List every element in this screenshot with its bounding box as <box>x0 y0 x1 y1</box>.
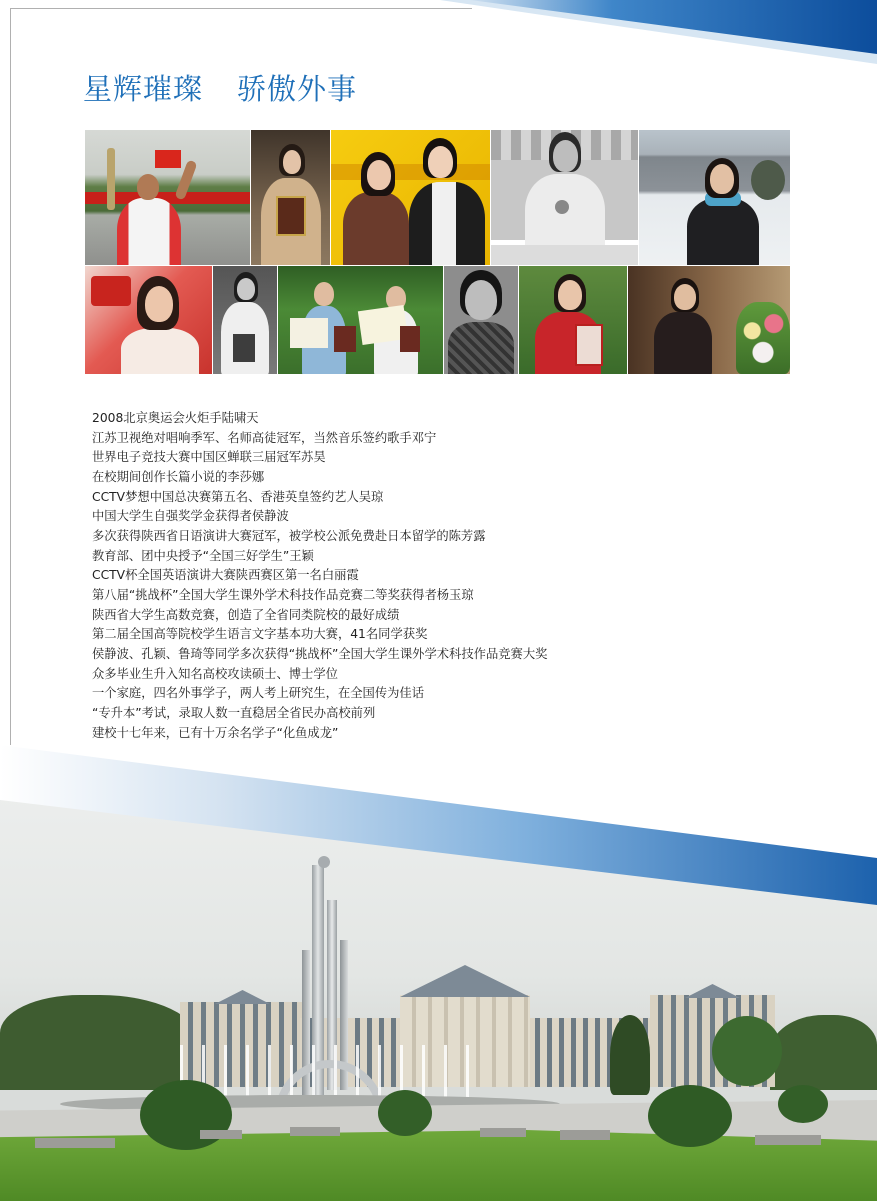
photo-snowy-campus <box>639 130 790 265</box>
trees-right <box>770 1015 877 1090</box>
tree <box>751 160 785 200</box>
trees-left <box>0 995 200 1090</box>
person-body <box>654 312 712 374</box>
photo-actress <box>85 266 212 374</box>
photo-girl-with-plaque <box>251 130 330 265</box>
achievement-item: 多次获得陕西省日语演讲大赛冠军，被学校公派免费赴日本留学的陈芳露 <box>92 528 486 543</box>
photo-portrait-man <box>444 266 518 374</box>
red-flag <box>155 150 181 168</box>
page-title <box>83 71 357 107</box>
achievement-item: 中国大学生自强奖学金获得者侯静波 <box>92 509 289 524</box>
achievement-item: CCTV梦想中国总决赛第五名、香港英皇签约艺人吴琼 <box>92 489 384 504</box>
flower-bouquet <box>736 302 790 374</box>
person-head <box>145 286 173 322</box>
person-left-head <box>314 282 334 306</box>
bench <box>290 1127 340 1136</box>
bush <box>378 1090 432 1136</box>
certificate <box>575 324 603 366</box>
person-head <box>553 140 578 172</box>
person-left-head <box>367 160 391 190</box>
achievement-item: 众多毕业生升入知名高校攻读硕士、博士学位 <box>92 666 338 681</box>
plaque-left <box>334 326 356 352</box>
medal <box>555 200 569 214</box>
achievement-item: 江苏卫视绝对唱响季军、名师高徒冠军，当然音乐签约歌手邓宁 <box>92 430 437 445</box>
person-head <box>465 280 497 320</box>
person-head <box>137 174 159 200</box>
decoration <box>91 276 131 306</box>
bush <box>648 1085 732 1147</box>
photo-torchbearer <box>85 130 250 265</box>
achievement-item: 一个家庭，四名外事学子，两人考上研究生，在全国传为佳话 <box>92 686 425 701</box>
achievement-item: 建校十七年来，已有十万余名学子“化鱼成龙” <box>92 725 339 740</box>
torch <box>107 148 115 210</box>
person-body <box>687 198 759 265</box>
person-head <box>237 278 255 300</box>
person-head <box>710 164 734 194</box>
achievement-item: 教育部、团中央授予“全国三好学生”王颖 <box>92 548 314 563</box>
tree-round <box>712 1016 782 1086</box>
lawn <box>0 1130 877 1201</box>
person-right-body <box>409 182 485 265</box>
photo-novelist <box>213 266 277 374</box>
main-pediment <box>400 965 530 997</box>
book <box>233 334 255 362</box>
person-body <box>448 322 514 374</box>
photo-speaker-with-flowers <box>628 266 790 374</box>
achievement-item: 第八届“挑战杯”全国大学生课外学术科技作品竞赛二等奖获得者杨玉琼 <box>92 587 474 602</box>
award-plaque <box>276 196 306 236</box>
bench <box>560 1130 610 1140</box>
frame-line-left <box>10 8 11 745</box>
roof-right <box>685 984 740 998</box>
person-right-head <box>428 146 453 178</box>
bench <box>200 1130 242 1139</box>
bench <box>755 1135 821 1145</box>
frame-line-top <box>10 8 472 9</box>
achievement-item: 世界电子竞技大赛中国区蝉联三届冠军苏昊 <box>92 450 326 465</box>
sculpture-top <box>318 856 330 868</box>
bush <box>140 1080 232 1150</box>
top-band-fill <box>470 0 877 54</box>
person-left-body <box>343 192 409 265</box>
photo-award-winners <box>278 266 443 374</box>
certificate-left <box>290 318 328 348</box>
achievement-item: 第二届全国高等院校学生语言文字基本功大赛，41名同学获奖 <box>92 627 428 642</box>
tree-cypress <box>610 1015 650 1095</box>
achievement-item: CCTV杯全国英语演讲大赛陕西赛区第一名白丽霞 <box>92 568 359 583</box>
photo-girl-red-coat <box>519 266 627 374</box>
achievements-list <box>92 409 547 743</box>
top-blue-band <box>0 0 877 80</box>
achievement-item: 陕西省大学生高数竞赛，创造了全省同类院校的最好成绩 <box>92 607 400 622</box>
title-part-1: 星辉璀璨 <box>83 72 204 106</box>
logo-strip <box>331 164 490 180</box>
achievement-item: 在校期间创作长篇小说的李莎娜 <box>92 469 265 484</box>
title-part-2: 骄傲外事 <box>237 72 358 106</box>
person-head <box>558 280 582 310</box>
achievement-item: “专升本”考试，录取人数一直稳居全省民办高校前列 <box>92 705 376 720</box>
achievement-item: 2008北京奥运会火炬手陆啸天 <box>92 411 259 425</box>
photo-esports-champion <box>491 130 638 265</box>
person-head <box>674 284 696 310</box>
person-body <box>117 198 181 265</box>
bush <box>778 1085 828 1123</box>
roof-left <box>215 990 270 1004</box>
bench <box>480 1128 526 1137</box>
photo-singers <box>331 130 490 265</box>
person-body <box>121 328 199 374</box>
person-head <box>283 150 301 174</box>
bench <box>35 1138 115 1148</box>
sign-strip <box>491 245 638 265</box>
achievement-item: 侯静波、孔颖、鲁琦等同学多次获得“挑战杯”全国大学生课外学术科技作品竞赛大奖 <box>92 646 548 661</box>
plaque-right <box>400 326 420 352</box>
